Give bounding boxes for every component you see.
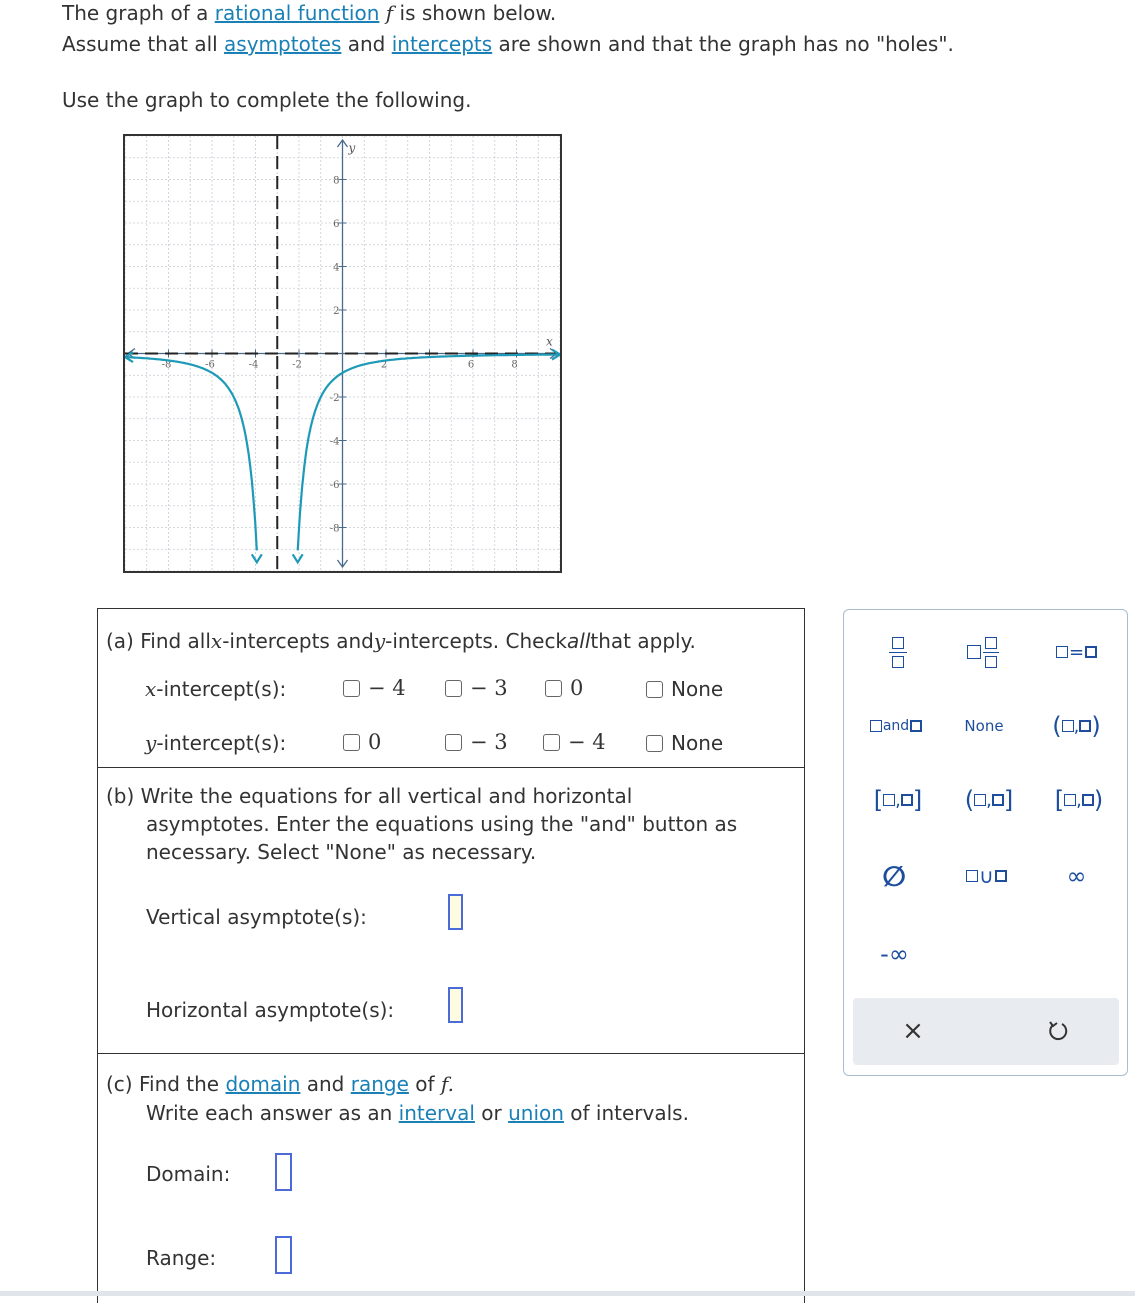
- part-a-section: [97, 608, 805, 768]
- fraction-bar: [983, 652, 999, 653]
- y-axis-label: y: [348, 141, 356, 155]
- part-b-prompt-2: asymptotes. Enter the equations using the "and" button as: [146, 812, 738, 836]
- domain-link[interactable]: domain: [225, 1072, 301, 1096]
- option-label: None: [671, 731, 724, 755]
- vertical-asymptote-label: Vertical asymptote(s):: [146, 905, 367, 929]
- checkbox[interactable]: [343, 680, 360, 697]
- x-var: x: [145, 677, 157, 701]
- prompt-text: (c) Find the: [106, 1072, 226, 1096]
- vertical-asymptote-input[interactable]: [448, 894, 463, 930]
- y-tick-label: -6: [329, 480, 340, 491]
- left-open-interval-button[interactable]: [949, 774, 1029, 826]
- bottom-divider: [0, 1291, 1135, 1296]
- square-icon: [1056, 646, 1068, 658]
- y-tick-label: -8: [329, 523, 340, 535]
- x-tick-label: -8: [161, 359, 172, 371]
- x-intercept-option-neg4[interactable]: [343, 676, 406, 700]
- square-icon: [910, 720, 922, 732]
- intro-line-3: Use the graph to complete the following.: [62, 88, 472, 112]
- union-link[interactable]: union: [508, 1101, 564, 1125]
- checkbox[interactable]: [545, 680, 562, 697]
- left-branch-down-arrow: [252, 554, 262, 562]
- checkbox[interactable]: [646, 681, 663, 698]
- square-icon: [1079, 720, 1091, 732]
- range-label: Range:: [146, 1246, 217, 1270]
- clear-button[interactable]: [883, 1006, 943, 1056]
- bracket-open: [: [873, 786, 884, 814]
- x-var: x: [210, 629, 223, 653]
- union-button[interactable]: [949, 850, 1024, 902]
- y-tick-label: -4: [329, 436, 340, 448]
- y-tick-label: 6: [333, 219, 340, 230]
- and-text: and: [882, 718, 910, 734]
- part-b-prompt-1: (b) Write the equations for all vertical and horizontal: [106, 784, 633, 808]
- bracket-close: ]: [912, 786, 923, 814]
- fraction-icon: [983, 637, 999, 668]
- square-icon: [992, 794, 1004, 806]
- option-label: 0: [570, 676, 584, 700]
- comma: ,: [1076, 789, 1082, 811]
- palette-action-bar: [853, 998, 1119, 1065]
- option-label: − 4: [368, 676, 406, 700]
- intro-text: is shown below.: [393, 1, 557, 25]
- y-intercept-option-neg4[interactable]: [543, 730, 606, 754]
- y-tick-label: 2: [333, 306, 340, 317]
- infinity-button[interactable]: [1044, 850, 1109, 902]
- intro-line-1: [62, 1, 556, 25]
- x-intercept-option-none[interactable]: [646, 677, 723, 701]
- tick-labels: [162, 141, 553, 535]
- left-branch-curve: [125, 357, 257, 550]
- x-intercept-label: [145, 677, 286, 701]
- checkbox[interactable]: [445, 734, 462, 751]
- paren-close: ): [1093, 786, 1104, 814]
- none-button[interactable]: [949, 700, 1019, 752]
- label-text: -intercept(s):: [156, 677, 287, 701]
- interval-link[interactable]: interval: [398, 1101, 475, 1125]
- close-icon: ×: [902, 1016, 924, 1046]
- range-link[interactable]: range: [350, 1072, 409, 1096]
- y-var: y: [373, 629, 386, 653]
- prompt-emphasis: all: [567, 629, 591, 653]
- intro-text: and: [341, 32, 392, 56]
- square-icon: [1082, 794, 1094, 806]
- asymptotes-link[interactable]: asymptotes: [224, 32, 342, 56]
- none-text: None: [964, 717, 1004, 735]
- intro-text: are shown and that the graph has no "holes".: [492, 32, 954, 56]
- square-icon: [1085, 646, 1097, 658]
- equals-symbol: =: [1068, 641, 1085, 663]
- range-input[interactable]: [275, 1236, 292, 1274]
- y-intercept-option-0[interactable]: [343, 730, 381, 754]
- y-var: y: [145, 731, 157, 755]
- checkbox[interactable]: [646, 735, 663, 752]
- open-interval-button[interactable]: [1039, 700, 1114, 752]
- prompt-text: that apply.: [590, 629, 696, 653]
- bracket-open: [: [1054, 786, 1065, 814]
- option-label: − 3: [470, 730, 508, 754]
- checkbox[interactable]: [543, 734, 560, 751]
- part-b-section: [97, 767, 805, 1054]
- intro-line-2: [62, 32, 954, 56]
- domain-label: Domain:: [146, 1162, 231, 1186]
- label-text: -intercept(s):: [156, 731, 287, 755]
- option-label: − 3: [470, 676, 508, 700]
- empty-set-button[interactable]: [864, 850, 924, 902]
- square-icon: [985, 637, 997, 649]
- right-branch-curve: [298, 355, 560, 551]
- graph-svg: [125, 136, 560, 571]
- fraction-icon: [889, 637, 907, 668]
- square-icon: [1064, 794, 1076, 806]
- bracket-close: ]: [1003, 786, 1014, 814]
- square-icon: [995, 870, 1007, 882]
- x-axis-label: x: [546, 334, 553, 349]
- part-c-prompt-1: [106, 1072, 454, 1096]
- option-label: 0: [368, 730, 382, 754]
- closed-interval-button[interactable]: [858, 774, 938, 826]
- function-var: f: [385, 1, 394, 25]
- y-intercept-option-none[interactable]: [646, 731, 723, 755]
- x-tick-label: -4: [248, 359, 259, 371]
- horizontal-asymptote-label: Horizontal asymptote(s):: [146, 998, 395, 1022]
- x-intercept-option-0[interactable]: [545, 676, 583, 700]
- option-label: − 4: [568, 730, 606, 754]
- x-tick-label: 8: [511, 359, 518, 371]
- and-button[interactable]: [860, 700, 932, 752]
- paren-open: (: [1052, 712, 1062, 740]
- rational-function-graph: [123, 134, 562, 573]
- square-icon: [974, 794, 986, 806]
- comma: ,: [895, 789, 901, 811]
- part-c-prompt-2: [146, 1101, 689, 1125]
- y-tick-label: -2: [329, 393, 340, 404]
- undo-icon: [1047, 1020, 1069, 1042]
- fraction-button[interactable]: [864, 624, 932, 680]
- square-icon: [967, 645, 981, 659]
- x-tick-label: -6: [205, 359, 215, 371]
- prompt-text: of: [408, 1072, 441, 1096]
- square-icon: [901, 794, 913, 806]
- function-var: f.: [440, 1072, 454, 1096]
- mixed-number-button[interactable]: [949, 624, 1017, 680]
- prompt-text: of intervals.: [563, 1101, 689, 1125]
- prompt-text: or: [474, 1101, 509, 1125]
- x-intercept-option-neg3[interactable]: [445, 676, 508, 700]
- intercepts-link[interactable]: intercepts: [391, 32, 493, 56]
- paren-close: ): [1091, 712, 1101, 740]
- empty-set-icon: ∅: [882, 859, 906, 893]
- x-tick-label: -2: [292, 359, 302, 371]
- intro-text: The graph of a: [62, 1, 215, 25]
- part-c-section: [97, 1053, 805, 1303]
- square-icon: [892, 637, 904, 649]
- part-a-prompt: [106, 629, 696, 653]
- math-palette: [843, 609, 1128, 1076]
- option-label: None: [671, 677, 724, 701]
- prompt-text: -intercepts. Check: [385, 629, 568, 653]
- right-branch-down-arrow: [293, 554, 303, 562]
- prompt-text: Write each answer as an: [146, 1101, 399, 1125]
- domain-input[interactable]: [275, 1153, 292, 1191]
- square-icon: [870, 720, 882, 732]
- y-intercept-option-neg3[interactable]: [445, 730, 508, 754]
- negative-infinity-button[interactable]: [862, 928, 927, 980]
- x-tick-label: 6: [467, 359, 475, 371]
- checkbox[interactable]: [445, 680, 462, 697]
- square-icon: [1062, 720, 1074, 732]
- intro-text: Assume that all: [62, 32, 225, 56]
- y-tick-label: 8: [333, 175, 340, 187]
- y-intercept-label: [145, 731, 286, 755]
- square-icon: [966, 870, 978, 882]
- fraction-bar: [889, 652, 907, 653]
- square-icon: [985, 656, 997, 668]
- paren-open: (: [964, 786, 975, 814]
- x-tick-label: 2: [380, 359, 388, 371]
- part-b-prompt-3: necessary. Select "None" as necessary.: [146, 840, 537, 864]
- prompt-text: (a) Find all: [106, 629, 211, 653]
- union-symbol: ∪: [979, 864, 994, 888]
- rational-function-link[interactable]: rational function: [214, 1, 380, 25]
- comma: ,: [986, 789, 992, 811]
- square-icon: [883, 794, 895, 806]
- checkbox[interactable]: [343, 734, 360, 751]
- y-tick-label: 4: [333, 262, 340, 274]
- infinity-icon: ∞: [1066, 862, 1087, 890]
- square-icon: [892, 656, 904, 668]
- negative-infinity-icon: -∞: [880, 940, 909, 968]
- equals-button[interactable]: [1039, 624, 1114, 680]
- undo-button[interactable]: [1028, 1006, 1088, 1056]
- prompt-text: and: [300, 1072, 351, 1096]
- right-open-interval-button[interactable]: [1039, 774, 1119, 826]
- comma: ,: [1073, 715, 1080, 737]
- horizontal-asymptote-input[interactable]: [448, 987, 463, 1023]
- prompt-text: -intercepts and: [222, 629, 374, 653]
